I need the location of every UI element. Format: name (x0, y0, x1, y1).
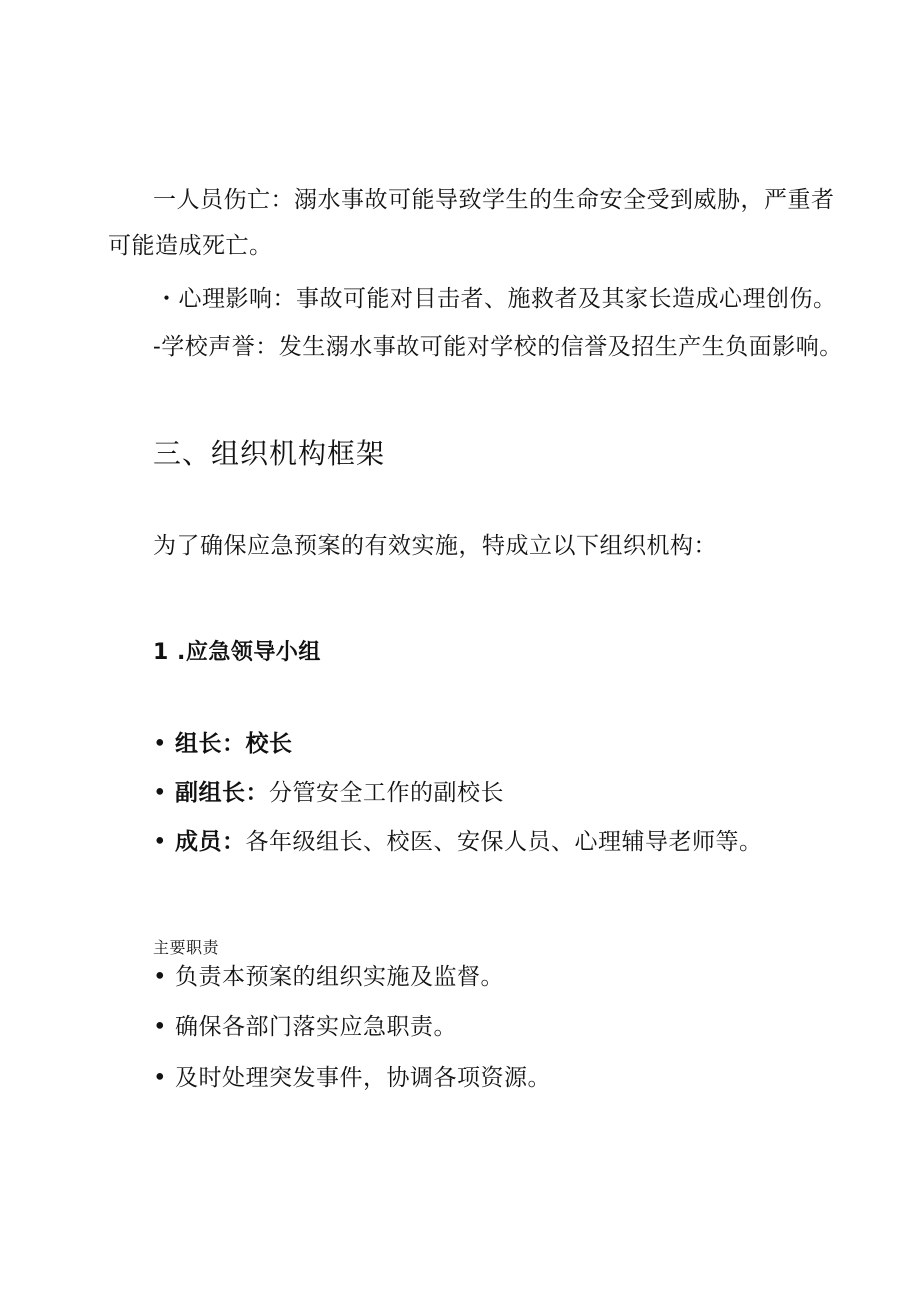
member-item (153, 778, 504, 808)
bullet-icon: • (153, 1065, 168, 1091)
reputation-line: -学校声誉：发生溺水事故可能对学校的信誉及招生产生负面影响。 (153, 334, 843, 360)
psych-impact-line: ・心理影响：事故可能对目击者、施救者及其家长造成心理创伤。 (155, 286, 837, 312)
duty-item (153, 1063, 551, 1093)
member-role: 成员： (175, 829, 246, 855)
member-role: 副组长： (175, 780, 269, 806)
section-heading: 三、组织机构框架 (153, 437, 386, 470)
bullet-icon: • (153, 780, 168, 806)
bullet-icon: • (153, 829, 168, 855)
member-desc: 校长 (245, 731, 293, 757)
member-item (153, 729, 293, 759)
bullet-icon: • (153, 964, 168, 990)
member-desc: 分管安全工作的副校长 (269, 780, 504, 806)
bullet-icon: • (153, 731, 168, 757)
duty-text: 及时处理突发事件，协调各项资源。 (175, 1065, 551, 1091)
casualty-line-1: 一人员伤亡：溺水事故可能导致学生的生命安全受到威胁，严重者 (153, 187, 835, 213)
leadership-group-title: 1 .应急领导小组 (153, 640, 321, 665)
duty-item (153, 1012, 457, 1042)
duty-text: 确保各部门落实应急职责。 (175, 1014, 457, 1040)
section-intro: 为了确保应急预案的有效实施，特成立以下组织机构： (153, 533, 717, 559)
bullet-icon: • (153, 1014, 168, 1040)
duty-item (153, 962, 504, 992)
duties-label: 主要职责 (153, 938, 220, 957)
member-role: 组长： (175, 731, 246, 757)
casualty-line-2: 可能造成死亡。 (108, 233, 273, 259)
duty-text: 负责本预案的组织实施及监督。 (175, 964, 504, 990)
member-item (153, 827, 763, 857)
member-desc: 各年级组长、校医、安保人员、心理辅导老师等。 (245, 829, 763, 855)
